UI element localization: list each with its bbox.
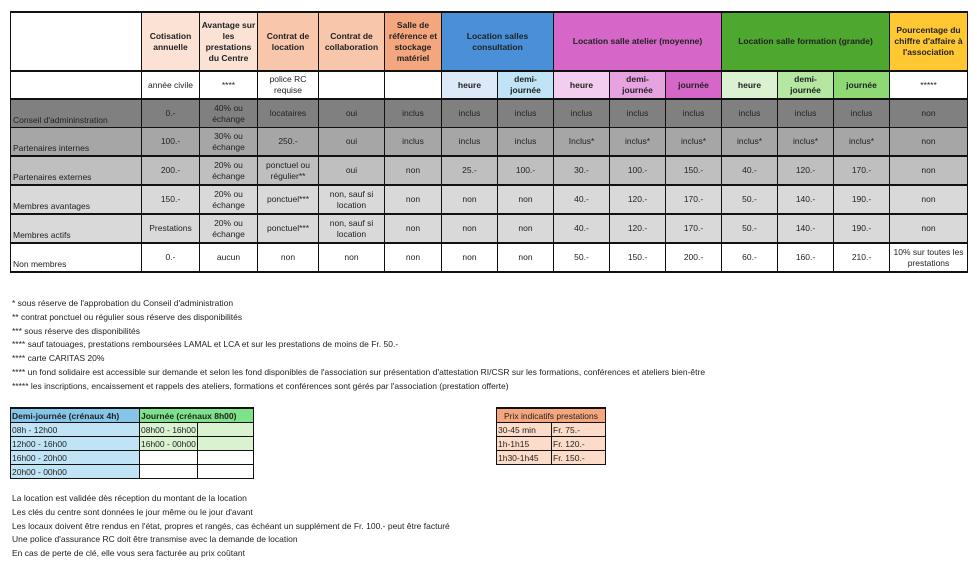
header-contrat-location: Contrat de location (258, 12, 319, 71)
cell: inclus (778, 99, 834, 128)
prix-montant: Fr. 120.- (552, 437, 606, 451)
sub-avantage: **** (200, 71, 258, 99)
journee-header: Journée (crénaux 8h00) (140, 408, 254, 423)
cell: 150.- (666, 156, 722, 185)
cell: non (442, 185, 498, 214)
condition-line: En cas de perte de clé, elle vous sera facturée au prix coûtant (12, 548, 245, 559)
cell: 20% ou échange (200, 156, 258, 185)
prix-montant: Fr. 75.- (552, 423, 606, 437)
cell: 25.- (442, 156, 498, 185)
cell: Prestations (142, 214, 200, 243)
cell: inclus (610, 99, 666, 128)
footnote: * sous réserve de l'approbation du Conseil d'administration (12, 298, 234, 308)
cell: 30% ou échange (200, 128, 258, 157)
condition-line: Les locaux doivent être rendus en l'état, propres et rangés, cas échéant un supplément de Fr. 100.- peut être facturé (12, 520, 450, 531)
sub-formation-demi: demi-journée (778, 71, 834, 99)
prix-duree: 30-45 min (497, 423, 552, 437)
sub-cotisation: année civile (142, 71, 200, 99)
cell: 200.- (666, 243, 722, 272)
cell: 60.- (722, 243, 778, 272)
cell: inclus (834, 99, 890, 128)
header-atelier: Location salle atelier (moyenne) (554, 12, 722, 71)
conditions (12, 492, 450, 561)
journee-slot: 16h00 - 00h00 (141, 438, 196, 449)
cell: non (385, 185, 442, 214)
footnote: ** contrat ponctuel ou régulier sous réserve des disponibilités (12, 311, 243, 322)
table-row (11, 243, 968, 272)
table-row (11, 156, 968, 185)
header-avantage: Avantage sur les prestations du Centre (200, 12, 258, 71)
condition-line: La location est validée dès réception du montant de la location (12, 493, 247, 503)
cell: non (890, 156, 968, 185)
cell: non (442, 214, 498, 243)
sub-consultation-heure: heure (442, 71, 498, 99)
footnote: **** un fond solidaire est accessible sur demande et selon les fond disponibles de l'association sur présentation d'attestation RI/CSR sur les formations, conférences et ateliers bien-être (12, 366, 706, 377)
cell: non (319, 243, 385, 272)
cell: 0.- (142, 99, 200, 128)
header-salle-reference: Salle de référence et stockage matériel (385, 12, 442, 71)
cell: 40.- (554, 214, 610, 243)
empty-cell (198, 423, 254, 437)
demi-slot: 16h00 - 20h00 (11, 451, 140, 465)
cell: aucun (200, 243, 258, 272)
sub-consultation-demi: demi-journée (498, 71, 554, 99)
sub-formation-journee: journée (834, 71, 890, 99)
cell: 100.- (142, 128, 200, 157)
condition-line: Une police d'assurance RC doit être transmise avec la demande de location (12, 534, 298, 545)
cell: locataires (258, 99, 319, 128)
demi-slot: 20h00 - 00h00 (11, 465, 140, 479)
cell: inclus (442, 99, 498, 128)
cell: inclus (554, 99, 610, 128)
sub-contrat-location: police RC requise (258, 71, 319, 99)
cell: inclus (498, 128, 554, 157)
cell: oui (319, 128, 385, 157)
cell: 100.- (610, 156, 666, 185)
cell: non (890, 185, 968, 214)
header-cotisation: Cotisation annuelle (142, 12, 200, 71)
subheader-row (11, 71, 968, 99)
cell: inclus* (722, 128, 778, 157)
creneaux-table (10, 407, 254, 479)
condition-line: Les clés du centre sont données le jour même ou le jour d'avant (12, 506, 253, 517)
cell: non, sauf si location (319, 185, 385, 214)
demi-slot: 12h00 - 16h00 (11, 437, 140, 451)
table-row (11, 214, 968, 243)
cell: 170.- (666, 214, 722, 243)
demi-slot: 08h - 12h00 (11, 423, 140, 437)
header-empty (11, 12, 142, 71)
cell: 170.- (666, 185, 722, 214)
cell: 50.- (722, 185, 778, 214)
cell: 140.- (778, 214, 834, 243)
row-label: Partenaires internes (11, 128, 142, 157)
cell: Inclus* (554, 128, 610, 157)
cell: inclus (498, 99, 554, 128)
prix-montant: Fr. 150.- (552, 451, 606, 465)
cell: 160.- (778, 243, 834, 272)
sub-pourcentage: ***** (890, 71, 968, 99)
prix-table (496, 407, 606, 465)
empty-cell (140, 465, 198, 479)
row-label: Membres avantages (11, 185, 142, 214)
sub-formation-heure: heure (722, 71, 778, 99)
footnote: **** carte CARITAS 20% (12, 353, 105, 364)
cell: ponctuel ou régulier** (258, 156, 319, 185)
prix-duree: 1h30-1h45 (497, 451, 552, 465)
empty-cell (140, 451, 198, 465)
cell: non (498, 214, 554, 243)
sub-atelier-demi: demi-journée (610, 71, 666, 99)
cell: oui (319, 99, 385, 128)
row-label: Conseil d'admininstration (11, 99, 142, 128)
cell: 150.- (610, 243, 666, 272)
prix-header: Prix indicatifs prestations (497, 408, 606, 423)
cell: oui (319, 156, 385, 185)
cell: inclus* (666, 128, 722, 157)
cell: 140.- (778, 185, 834, 214)
cell: 100.- (498, 156, 554, 185)
cell: non, sauf si location (319, 214, 385, 243)
cell: non (498, 243, 554, 272)
sub-atelier-heure: heure (554, 71, 610, 99)
prix-duree: 1h-1h15 (497, 437, 552, 451)
cell: inclus (666, 99, 722, 128)
cell: non (385, 243, 442, 272)
header-consultation: Location salles consultation (442, 12, 554, 71)
cell: 40.- (554, 185, 610, 214)
cell: 250.- (258, 128, 319, 157)
cell: 190.- (834, 214, 890, 243)
empty-cell (198, 465, 254, 479)
cell: 190.- (834, 185, 890, 214)
tarifs-table (10, 11, 968, 273)
empty-cell (198, 437, 254, 451)
row-label: Non membres (11, 243, 142, 272)
cell: non (498, 185, 554, 214)
cell: 50.- (722, 214, 778, 243)
cell: inclus* (610, 128, 666, 157)
header-formation: Location salle formation (grande) (722, 12, 890, 71)
demi-journee-header: Demi-journée (crénaux 4h) (11, 408, 140, 423)
row-label: Partenaires externes (11, 156, 142, 185)
cell: ponctuel*** (258, 214, 319, 243)
footnotes (12, 297, 705, 394)
sub-salle-ref (385, 71, 442, 99)
sub-contrat-collab (319, 71, 385, 99)
cell: 120.- (610, 185, 666, 214)
cell: 50.- (554, 243, 610, 272)
cell: inclus (722, 99, 778, 128)
cell: 120.- (778, 156, 834, 185)
sub-atelier-journee: journée (666, 71, 722, 99)
sub-empty (11, 71, 142, 99)
row-label: Membres actifs (11, 214, 142, 243)
cell: 30.- (554, 156, 610, 185)
cell: inclus (385, 128, 442, 157)
cell: non (258, 243, 319, 272)
cell: non (890, 214, 968, 243)
cell: non (890, 99, 968, 128)
header-row (11, 12, 968, 71)
cell: inclus* (778, 128, 834, 157)
cell: 20% ou échange (200, 185, 258, 214)
cell: 120.- (610, 214, 666, 243)
cell: 200.- (142, 156, 200, 185)
footnote: ***** les inscriptions, encaissement et rappels des ateliers, formations et conférences sont gérés par l'association (prestation offerte) (12, 380, 509, 391)
cell: non (442, 243, 498, 272)
header-contrat-collaboration: Contrat de collaboration (319, 12, 385, 71)
cell: inclus (385, 99, 442, 128)
cell: 20% ou échange (200, 214, 258, 243)
table-row (11, 99, 968, 128)
cell: 40.- (722, 156, 778, 185)
cell: 10% sur toutes les prestations (890, 243, 968, 272)
cell: non (385, 214, 442, 243)
empty-cell (198, 451, 254, 465)
cell: non (385, 156, 442, 185)
cell: 210.- (834, 243, 890, 272)
cell: 150.- (142, 185, 200, 214)
footnote: *** sous réserve des disponibilités (12, 325, 141, 336)
table-row (11, 185, 968, 214)
cell: 170.- (834, 156, 890, 185)
journee-slot: 08h00 - 16h00 (141, 424, 196, 435)
cell: 0.- (142, 243, 200, 272)
table-row (11, 128, 968, 157)
cell: non (890, 128, 968, 157)
cell: 40% ou échange (200, 99, 258, 128)
footnote: **** sauf tatouages, prestations remboursées LAMAL et LCA et sur les prestations de moins de Fr. 50.- (12, 339, 399, 350)
cell: inclus* (834, 128, 890, 157)
cell: ponctuel*** (258, 185, 319, 214)
header-pourcentage: Pourcentage du chiffre d'affaire à l'association (890, 12, 968, 71)
cell: inclus (442, 128, 498, 157)
